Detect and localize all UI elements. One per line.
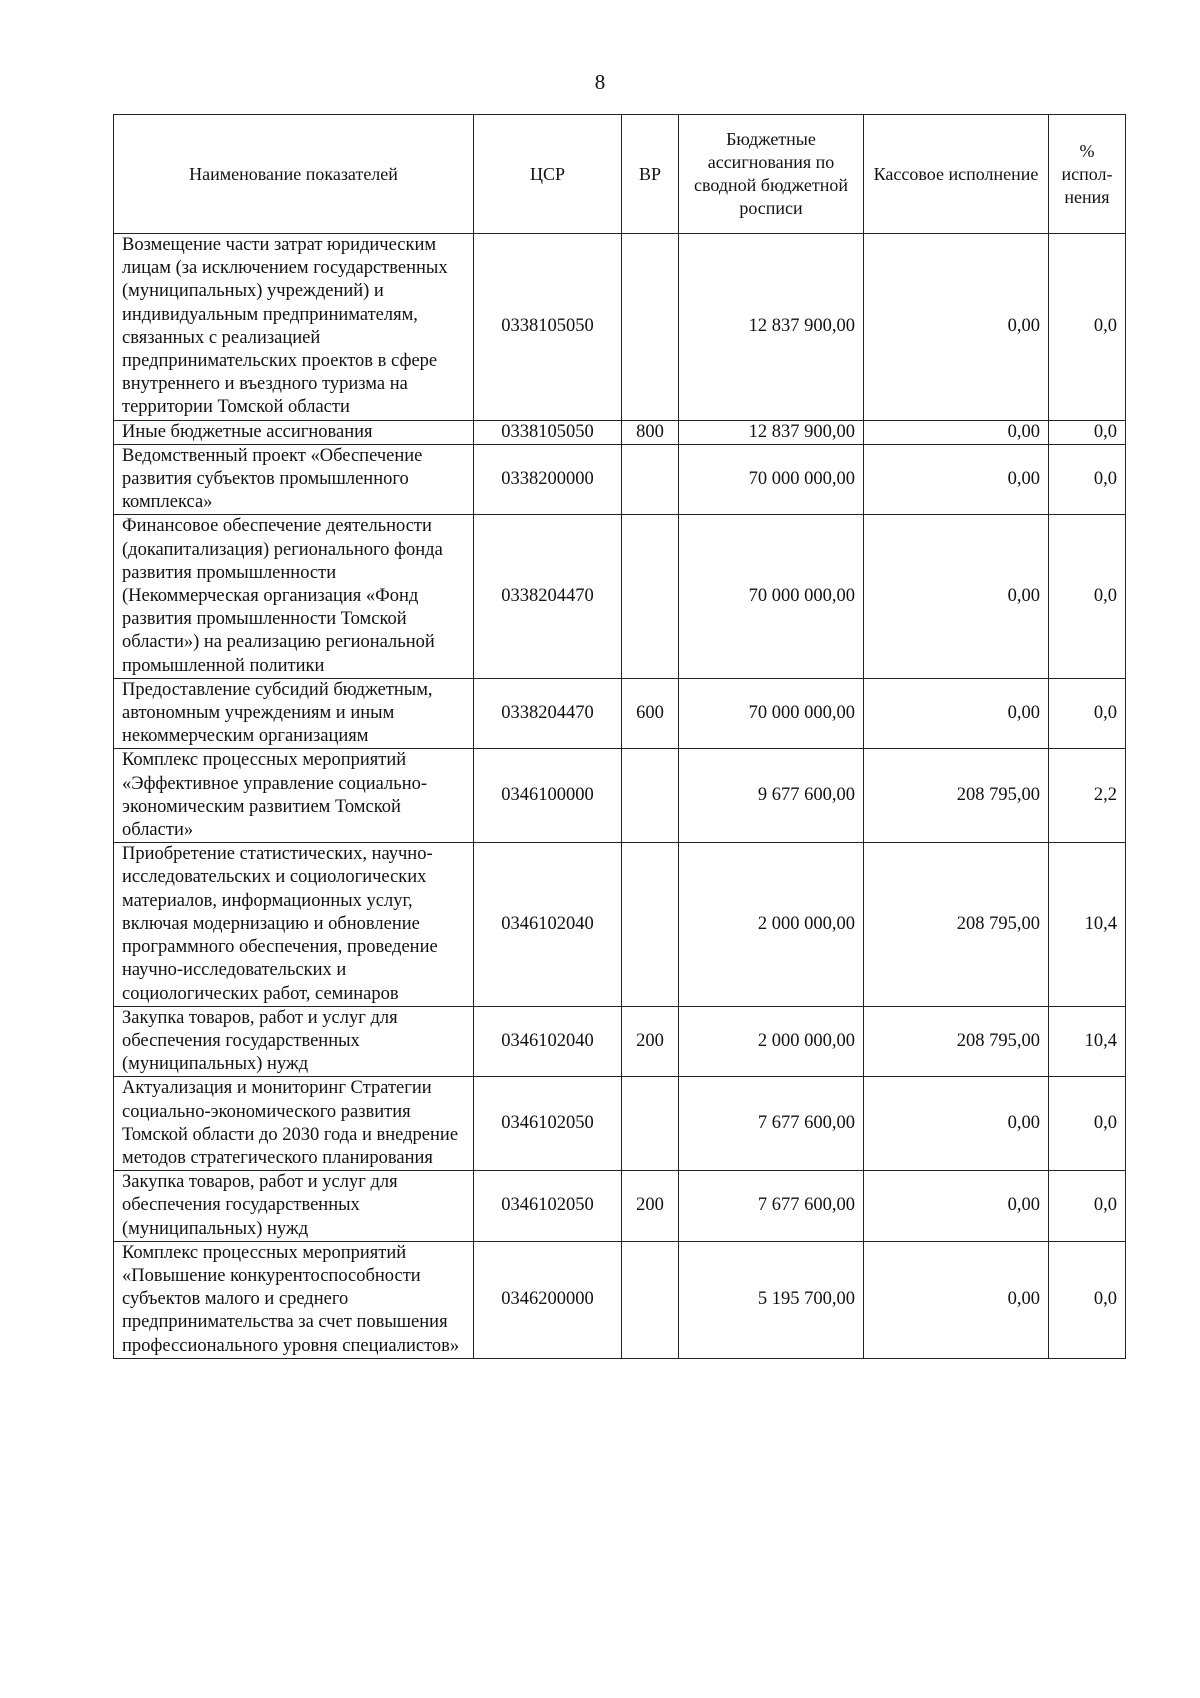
row-percent: 10,4 [1049,1006,1126,1077]
row-cash: 208 795,00 [864,843,1049,1006]
row-csr: 0346102040 [474,843,622,1006]
row-csr: 0338200000 [474,444,622,515]
row-cash: 208 795,00 [864,1006,1049,1077]
row-percent: 0,0 [1049,515,1126,678]
row-cash: 0,00 [864,1077,1049,1171]
row-cash: 0,00 [864,444,1049,515]
row-percent: 0,0 [1049,678,1126,749]
header-name: Наименование показателей [114,115,474,234]
row-name: Предоставление субсидий бюджетным, автономным учреждениям и иным некоммерческим организациям [114,678,474,749]
row-name: Закупка товаров, работ и услуг для обеспечения государственных (муниципальных) нужд [114,1171,474,1242]
row-vr [622,234,679,421]
row-name: Иные бюджетные ассигнования [114,420,474,444]
table-row [114,749,1126,843]
header-budget: Бюджетные ассигнования по сводной бюджетной росписи [679,115,864,234]
row-name: Комплекс процессных мероприятий «Повышение конкурентоспособности субъектов малого и среднего предпринимательства за счет повышения профессионального уровня специалистов» [114,1241,474,1358]
row-name: Приобретение статистических, научно-исследовательских и социологических материалов, информационных услуг, включая модернизацию и обновление программного обеспечения, проведение научно-исследовательских и социологических работ, семинаров [114,843,474,1006]
row-budget: 9 677 600,00 [679,749,864,843]
page-number: 8 [594,70,606,94]
row-percent: 0,0 [1049,1241,1126,1358]
row-vr: 200 [622,1171,679,1242]
row-cash: 208 795,00 [864,749,1049,843]
header-percent: % испол-нения [1049,115,1126,234]
table-row [114,678,1126,749]
row-budget: 70 000 000,00 [679,678,864,749]
row-csr: 0346102050 [474,1171,622,1242]
row-csr: 0338105050 [474,420,622,444]
row-name: Ведомственный проект «Обеспечение развития субъектов промышленного комплекса» [114,444,474,515]
row-budget: 12 837 900,00 [679,420,864,444]
row-percent: 10,4 [1049,843,1126,1006]
row-percent: 0,0 [1049,234,1126,421]
row-percent: 2,2 [1049,749,1126,843]
row-name: Комплекс процессных мероприятий «Эффективное управление социально-экономическим развитием Томской области» [114,749,474,843]
budget-execution-table [113,114,1126,1359]
row-percent: 0,0 [1049,1077,1126,1171]
row-budget: 70 000 000,00 [679,444,864,515]
row-name: Финансовое обеспечение деятельности (докапитализация) регионального фонда развития промышленности (Некоммерческая организация «Фонд развития промышленности Томской области») на реализацию региональной промышленной политики [114,515,474,678]
table-row [114,843,1126,1006]
table-row [114,1171,1126,1242]
row-budget: 2 000 000,00 [679,1006,864,1077]
header-cash: Кассовое исполнение [864,115,1049,234]
row-cash: 0,00 [864,420,1049,444]
row-budget: 5 195 700,00 [679,1241,864,1358]
row-cash: 0,00 [864,1241,1049,1358]
row-vr: 200 [622,1006,679,1077]
row-vr [622,1077,679,1171]
row-name: Закупка товаров, работ и услуг для обеспечения государственных (муниципальных) нужд [114,1006,474,1077]
row-vr: 600 [622,678,679,749]
row-cash: 0,00 [864,234,1049,421]
row-csr: 0338204470 [474,678,622,749]
header-csr: ЦСР [474,115,622,234]
row-name: Возмещение части затрат юридическим лицам (за исключением государственных (муниципальных) учреждений) и индивидуальным предпринимателям, связанных с реализацией предпринимательских проектов в сфере внутреннего и въездного туризма на территории Томской области [114,234,474,421]
row-vr [622,749,679,843]
row-percent: 0,0 [1049,444,1126,515]
row-csr: 0346102050 [474,1077,622,1171]
row-budget: 7 677 600,00 [679,1171,864,1242]
row-csr: 0338105050 [474,234,622,421]
row-vr: 800 [622,420,679,444]
row-percent: 0,0 [1049,420,1126,444]
header-vr: ВР [622,115,679,234]
table-row [114,1241,1126,1358]
row-budget: 70 000 000,00 [679,515,864,678]
table-row [114,444,1126,515]
table-row [114,1006,1126,1077]
row-budget: 7 677 600,00 [679,1077,864,1171]
row-vr [622,843,679,1006]
row-vr [622,444,679,515]
row-csr: 0338204470 [474,515,622,678]
row-name: Актуализация и мониторинг Стратегии социально-экономического развития Томской области до 2030 года и внедрение методов стратегического планирования [114,1077,474,1171]
row-percent: 0,0 [1049,1171,1126,1242]
table-row [114,1077,1126,1171]
table-row [114,234,1126,421]
row-csr: 0346100000 [474,749,622,843]
table-header-row [114,115,1126,234]
row-csr: 0346200000 [474,1241,622,1358]
row-cash: 0,00 [864,678,1049,749]
row-csr: 0346102040 [474,1006,622,1077]
row-vr [622,1241,679,1358]
row-budget: 2 000 000,00 [679,843,864,1006]
row-vr [622,515,679,678]
row-cash: 0,00 [864,1171,1049,1242]
row-cash: 0,00 [864,515,1049,678]
row-budget: 12 837 900,00 [679,234,864,421]
table-row [114,420,1126,444]
table-row [114,515,1126,678]
